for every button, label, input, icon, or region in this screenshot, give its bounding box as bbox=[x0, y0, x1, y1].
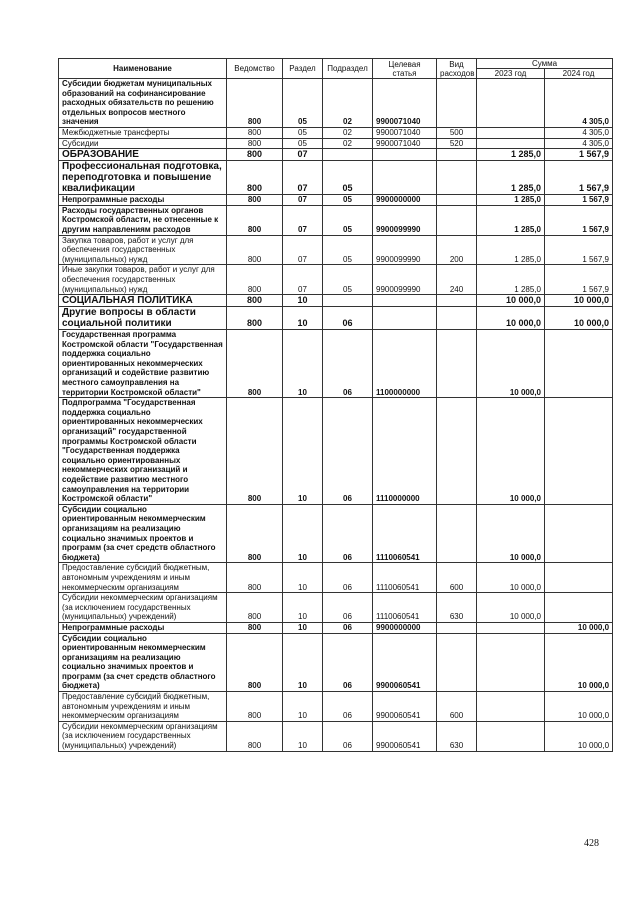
row-department: 800 bbox=[227, 235, 283, 265]
row-section: 05 bbox=[283, 79, 323, 128]
row-section: 10 bbox=[283, 563, 323, 593]
row-expense-type bbox=[437, 622, 477, 633]
row-expense-type: 600 bbox=[437, 563, 477, 593]
row-subsection: 06 bbox=[323, 593, 373, 623]
header-year-2024: 2024 год bbox=[545, 69, 613, 79]
row-sum-2023 bbox=[477, 138, 545, 149]
row-expense-type bbox=[437, 504, 477, 563]
row-section: 10 bbox=[283, 398, 323, 505]
table-row bbox=[59, 161, 613, 195]
row-name: Государственная программа Костромской области "Государственная поддержка социально ориентированных некоммерческих организаций и содействие развитию местного самоуправления на территории Костромской области" bbox=[59, 330, 227, 398]
row-name: Иные закупки товаров, работ и услуг для обеспечения государственных (муниципальных) нужд bbox=[59, 265, 227, 295]
row-expense-type bbox=[437, 79, 477, 128]
row-subsection: 06 bbox=[323, 692, 373, 722]
row-target-article: 9900071040 bbox=[373, 127, 437, 138]
row-expense-type bbox=[437, 295, 477, 307]
row-expense-type bbox=[437, 398, 477, 505]
budget-table-sheet bbox=[58, 58, 612, 752]
row-sum-2024: 10 000,0 bbox=[545, 307, 613, 330]
row-section: 10 bbox=[283, 330, 323, 398]
header-subsection: Подраздел bbox=[323, 59, 373, 79]
row-name: Предоставление субсидий бюджетным, автономным учреждениям и иным некоммерческим организациям bbox=[59, 563, 227, 593]
row-section: 10 bbox=[283, 504, 323, 563]
row-target-article: 1110060541 bbox=[373, 504, 437, 563]
row-sum-2024: 10 000,0 bbox=[545, 721, 613, 751]
row-name: Закупка товаров, работ и услуг для обеспечения государственных (муниципальных) нужд bbox=[59, 235, 227, 265]
row-subsection: 06 bbox=[323, 307, 373, 330]
row-expense-type: 630 bbox=[437, 593, 477, 623]
row-department: 800 bbox=[227, 633, 283, 692]
row-department: 800 bbox=[227, 721, 283, 751]
row-subsection bbox=[323, 149, 373, 161]
row-sum-2024: 10 000,0 bbox=[545, 633, 613, 692]
row-target-article: 9900099990 bbox=[373, 265, 437, 295]
row-target-article: 9900000000 bbox=[373, 622, 437, 633]
row-department: 800 bbox=[227, 127, 283, 138]
row-subsection: 05 bbox=[323, 195, 373, 206]
table-row bbox=[59, 205, 613, 235]
table-row bbox=[59, 149, 613, 161]
row-sum-2024 bbox=[545, 593, 613, 623]
row-expense-type bbox=[437, 307, 477, 330]
row-sum-2024: 4 305,0 bbox=[545, 138, 613, 149]
row-name: Субсидии некоммерческим организациям (за исключением государственных (муниципальных) учреждений) bbox=[59, 593, 227, 623]
row-name: Непрограммные расходы bbox=[59, 622, 227, 633]
row-target-article: 9900099990 bbox=[373, 235, 437, 265]
row-sum-2023: 1 285,0 bbox=[477, 195, 545, 206]
row-subsection: 06 bbox=[323, 721, 373, 751]
row-name: Непрограммные расходы bbox=[59, 195, 227, 206]
row-name: Другие вопросы в области социальной политики bbox=[59, 307, 227, 330]
budget-table bbox=[58, 58, 613, 752]
row-target-article: 9900060541 bbox=[373, 721, 437, 751]
row-section: 10 bbox=[283, 692, 323, 722]
row-department: 800 bbox=[227, 307, 283, 330]
row-target-article bbox=[373, 149, 437, 161]
row-sum-2023 bbox=[477, 127, 545, 138]
row-department: 800 bbox=[227, 138, 283, 149]
row-department: 800 bbox=[227, 265, 283, 295]
row-subsection bbox=[323, 295, 373, 307]
header-name: Наименование bbox=[59, 59, 227, 79]
header-year-2023: 2023 год bbox=[477, 69, 545, 79]
row-expense-type bbox=[437, 149, 477, 161]
row-sum-2024: 10 000,0 bbox=[545, 622, 613, 633]
row-target-article: 9900000000 bbox=[373, 195, 437, 206]
row-sum-2024: 4 305,0 bbox=[545, 127, 613, 138]
row-name: ОБРАЗОВАНИЕ bbox=[59, 149, 227, 161]
row-department: 800 bbox=[227, 295, 283, 307]
table-row bbox=[59, 721, 613, 751]
row-sum-2023: 1 285,0 bbox=[477, 161, 545, 195]
row-subsection: 06 bbox=[323, 504, 373, 563]
row-sum-2024: 1 567,9 bbox=[545, 205, 613, 235]
table-row bbox=[59, 330, 613, 398]
page-number: 428 bbox=[584, 838, 599, 849]
row-department: 800 bbox=[227, 149, 283, 161]
row-target-article: 9900060541 bbox=[373, 692, 437, 722]
row-sum-2024 bbox=[545, 563, 613, 593]
table-row bbox=[59, 633, 613, 692]
row-expense-type: 200 bbox=[437, 235, 477, 265]
table-row bbox=[59, 622, 613, 633]
row-department: 800 bbox=[227, 79, 283, 128]
row-expense-type bbox=[437, 205, 477, 235]
row-subsection: 05 bbox=[323, 265, 373, 295]
row-sum-2024: 4 305,0 bbox=[545, 79, 613, 128]
row-expense-type bbox=[437, 633, 477, 692]
row-sum-2024: 1 567,9 bbox=[545, 195, 613, 206]
row-name: Подпрограмма "Государственная поддержка социально ориентированных некоммерческих организаций" государственной программы Костромской области "Государственная поддержка социально ориентированных некоммерческих организаций и содействие развитию местного самоуправления на территории Костромской области" bbox=[59, 398, 227, 505]
row-target-article bbox=[373, 307, 437, 330]
row-section: 05 bbox=[283, 127, 323, 138]
row-sum-2023 bbox=[477, 79, 545, 128]
row-section: 10 bbox=[283, 295, 323, 307]
row-subsection: 06 bbox=[323, 563, 373, 593]
row-section: 10 bbox=[283, 307, 323, 330]
row-department: 800 bbox=[227, 205, 283, 235]
row-target-article: 9900099990 bbox=[373, 205, 437, 235]
row-name: Субсидии bbox=[59, 138, 227, 149]
header-sum: Сумма bbox=[477, 59, 613, 69]
row-department: 800 bbox=[227, 504, 283, 563]
row-target-article: 1100000000 bbox=[373, 330, 437, 398]
row-section: 10 bbox=[283, 622, 323, 633]
row-department: 800 bbox=[227, 161, 283, 195]
row-subsection: 06 bbox=[323, 398, 373, 505]
row-expense-type bbox=[437, 330, 477, 398]
row-sum-2023: 10 000,0 bbox=[477, 563, 545, 593]
row-target-article: 1110060541 bbox=[373, 593, 437, 623]
row-sum-2024 bbox=[545, 330, 613, 398]
row-name: Предоставление субсидий бюджетным, автономным учреждениям и иным некоммерческим организациям bbox=[59, 692, 227, 722]
row-section: 07 bbox=[283, 265, 323, 295]
row-sum-2024 bbox=[545, 504, 613, 563]
row-sum-2024 bbox=[545, 398, 613, 505]
row-sum-2023 bbox=[477, 622, 545, 633]
row-subsection: 02 bbox=[323, 138, 373, 149]
table-row bbox=[59, 127, 613, 138]
row-expense-type: 520 bbox=[437, 138, 477, 149]
row-sum-2024: 1 567,9 bbox=[545, 265, 613, 295]
row-sum-2023 bbox=[477, 692, 545, 722]
row-target-article: 9900071040 bbox=[373, 138, 437, 149]
row-department: 800 bbox=[227, 195, 283, 206]
table-row bbox=[59, 563, 613, 593]
table-row bbox=[59, 235, 613, 265]
row-sum-2024: 1 567,9 bbox=[545, 149, 613, 161]
row-expense-type: 630 bbox=[437, 721, 477, 751]
row-department: 800 bbox=[227, 563, 283, 593]
row-department: 800 bbox=[227, 622, 283, 633]
row-name: Субсидии бюджетам муниципальных образований на софинансирование расходных обязательств по решению отдельных вопросов местного значения bbox=[59, 79, 227, 128]
table-row bbox=[59, 138, 613, 149]
row-sum-2023: 10 000,0 bbox=[477, 295, 545, 307]
row-sum-2024: 10 000,0 bbox=[545, 295, 613, 307]
row-sum-2024: 1 567,9 bbox=[545, 161, 613, 195]
row-sum-2023: 10 000,0 bbox=[477, 504, 545, 563]
row-name: СОЦИАЛЬНАЯ ПОЛИТИКА bbox=[59, 295, 227, 307]
row-subsection: 02 bbox=[323, 127, 373, 138]
row-name: Субсидии социально ориентированным некоммерческим организациям на реализацию социально значимых проектов и программ (за счет средств областного бюджета) bbox=[59, 504, 227, 563]
row-department: 800 bbox=[227, 330, 283, 398]
row-sum-2023: 10 000,0 bbox=[477, 593, 545, 623]
row-target-article: 9900071040 bbox=[373, 79, 437, 128]
row-department: 800 bbox=[227, 692, 283, 722]
header-target-article: Целевая статья bbox=[373, 59, 437, 79]
row-section: 07 bbox=[283, 149, 323, 161]
row-sum-2023: 1 285,0 bbox=[477, 235, 545, 265]
row-section: 07 bbox=[283, 195, 323, 206]
row-sum-2024: 1 567,9 bbox=[545, 235, 613, 265]
row-target-article bbox=[373, 295, 437, 307]
table-row bbox=[59, 593, 613, 623]
row-expense-type: 500 bbox=[437, 127, 477, 138]
row-department: 800 bbox=[227, 593, 283, 623]
row-sum-2023: 1 285,0 bbox=[477, 205, 545, 235]
row-target-article bbox=[373, 161, 437, 195]
header-section: Раздел bbox=[283, 59, 323, 79]
row-subsection: 05 bbox=[323, 235, 373, 265]
row-sum-2023: 10 000,0 bbox=[477, 307, 545, 330]
row-sum-2023: 10 000,0 bbox=[477, 398, 545, 505]
row-section: 10 bbox=[283, 633, 323, 692]
row-section: 05 bbox=[283, 138, 323, 149]
row-expense-type bbox=[437, 161, 477, 195]
row-name: Субсидии социально ориентированным некоммерческим организациям на реализацию социально значимых проектов и программ (за счет средств областного бюджета) bbox=[59, 633, 227, 692]
row-expense-type: 240 bbox=[437, 265, 477, 295]
table-row bbox=[59, 265, 613, 295]
row-sum-2023 bbox=[477, 633, 545, 692]
row-section: 07 bbox=[283, 161, 323, 195]
row-target-article: 1110000000 bbox=[373, 398, 437, 505]
row-section: 10 bbox=[283, 721, 323, 751]
row-sum-2024: 10 000,0 bbox=[545, 692, 613, 722]
row-name: Субсидии некоммерческим организациям (за исключением государственных (муниципальных) учреждений) bbox=[59, 721, 227, 751]
table-row bbox=[59, 195, 613, 206]
row-sum-2023 bbox=[477, 721, 545, 751]
row-sum-2023: 1 285,0 bbox=[477, 265, 545, 295]
row-section: 07 bbox=[283, 235, 323, 265]
table-row bbox=[59, 295, 613, 307]
row-subsection: 02 bbox=[323, 79, 373, 128]
table-row bbox=[59, 307, 613, 330]
row-name: Межбюджетные трансферты bbox=[59, 127, 227, 138]
table-row bbox=[59, 79, 613, 128]
row-expense-type bbox=[437, 195, 477, 206]
row-sum-2023: 1 285,0 bbox=[477, 149, 545, 161]
row-subsection: 05 bbox=[323, 161, 373, 195]
row-department: 800 bbox=[227, 398, 283, 505]
row-section: 07 bbox=[283, 205, 323, 235]
table-row bbox=[59, 504, 613, 563]
table-row bbox=[59, 398, 613, 505]
table-row bbox=[59, 692, 613, 722]
row-expense-type: 600 bbox=[437, 692, 477, 722]
row-sum-2023: 10 000,0 bbox=[477, 330, 545, 398]
header-department: Ведомство bbox=[227, 59, 283, 79]
table-body bbox=[59, 79, 613, 752]
row-section: 10 bbox=[283, 593, 323, 623]
header-expense-type: Вид расходов bbox=[437, 59, 477, 79]
row-name: Профессиональная подготовка, переподготовка и повышение квалификации bbox=[59, 161, 227, 195]
row-name: Расходы государственных органов Костромской области, не отнесенные к другим направлениям расходов bbox=[59, 205, 227, 235]
row-target-article: 9900060541 bbox=[373, 633, 437, 692]
row-subsection: 06 bbox=[323, 622, 373, 633]
row-subsection: 06 bbox=[323, 330, 373, 398]
row-target-article: 1110060541 bbox=[373, 563, 437, 593]
row-subsection: 06 bbox=[323, 633, 373, 692]
row-subsection: 05 bbox=[323, 205, 373, 235]
